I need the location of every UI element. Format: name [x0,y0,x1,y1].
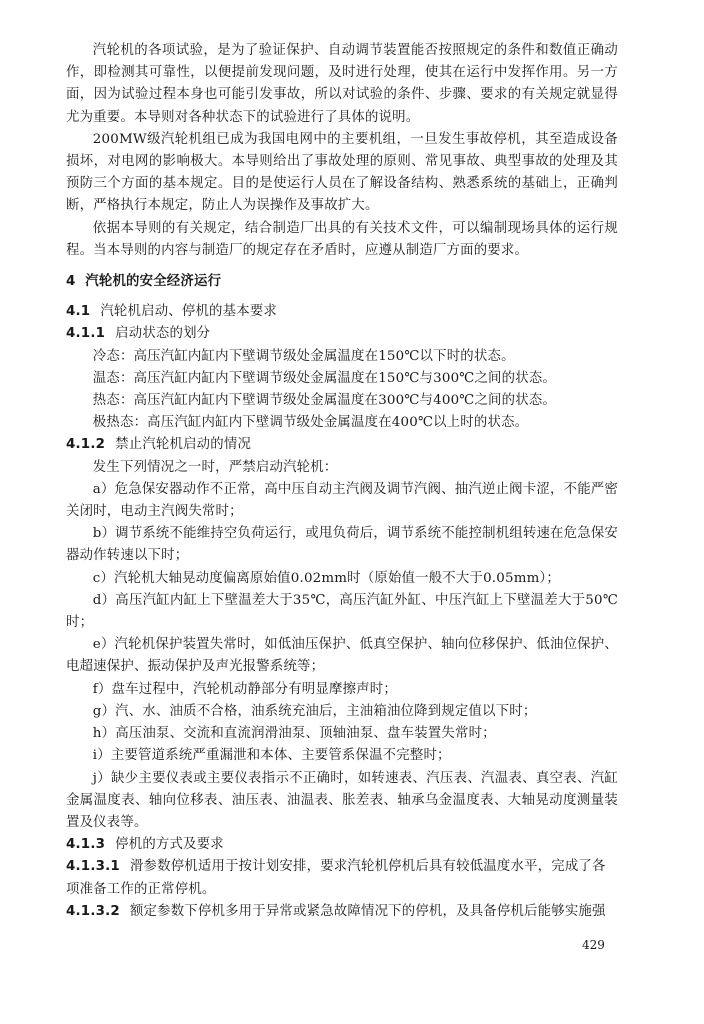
section-4-1-1-number: 4.1.1 [66,326,106,342]
prohibition-item: b）调节系统不能维持空负荷运行，或甩负荷后，调节系统不能控制机组转速在危急保安器动作转速以下时； [66,526,619,564]
section-4-1-3-1-paragraph [66,856,618,900]
section-4-1-3-number: 4.1.3 [66,837,106,853]
section-4-1-title: 汽轮机启动、停机的基本要求 [100,304,278,320]
prohibition-item: i）主要管道系统严重漏泄和本体、主要管系保温不完整时； [92,748,451,764]
section-4-1-3-1-text: 滑参数停机适用于按计划安排，要求汽轮机停机后具有较低温度水平，完成了各项准备工作的正常停机。 [66,859,606,897]
section-4-heading [66,271,618,293]
state-item: 极热态：高压汽缸内缸内下壁调节级处金属温度在400℃以上时的状态。 [92,415,529,431]
prohibition-item: f）盘车过程中，汽轮机动静部分有明显摩擦声时； [92,681,397,697]
section-4-1-3-heading [66,834,618,856]
prohibition-item: d）高压汽缸内缸上下壁温差大于35℃，高压汽缸外缸、中压汽缸上下壁温差大于50℃时； [66,592,618,631]
state-item: 冷态：高压汽缸内缸内下壁调节级处金属温度在150℃以下时的状态。 [92,348,515,364]
state-item: 温态：高压汽缸内缸内下壁调节级处金属温度在150℃与300℃之间的状态。 [92,370,557,386]
state-item: 热态：高压汽缸内缸内下壁调节级处金属温度在300℃与400℃之间的状态。 [92,393,557,409]
document-page [66,40,618,923]
intro-paragraph-3: 依据本导则的有关规定，结合制造厂出具的有关技术文件，可以编制现场具体的运行规程。当本导则的内容与制造厂的规定存在矛盾时，应遵从制造厂方面的要求。 [66,220,618,258]
section-4-1-2-number: 4.1.2 [66,437,106,453]
prohibition-item: h）高压油泵、交流和直流润滑油泵、顶轴油泵、盘车装置失常时； [92,726,496,742]
section-4-1-3-title: 停机的方式及要求 [115,837,224,853]
intro-paragraph-2: 200MW级汽轮机组已成为我国电网中的主要机组，一旦发生事故停机，其至造成设备损坏，对电网的影响极大。本导则给出了事故处理的原则、常见事故、典型事故的处理及其预防三个方面的基本规定。目的是使运行人员在了解设备结构、熟悉系统的基础上，正确判断，严格执行本规定，防止人为误操作及事故扩大。 [66,131,618,214]
section-4-1-3-2-text: 额定参数下停机多用于异常或紧急故障情况下的停机，及具备停机后能够实施强 [129,903,606,919]
prohibition-item: j）缺少主要仪表或主要仪表指示不正确时，如转速表、汽压表、汽温表、真空表、汽缸金属温度表、轴向位移表、油压表、油温表、胀差表、轴承乌金温度表、大轴晃动度测量装置及仪表等。 [66,770,618,830]
section-4-number: 4 [66,274,76,290]
section-4-1-2-title: 禁止汽轮机启动的情况 [115,437,252,453]
section-4-1-heading [66,301,618,323]
section-4-1-1-heading [66,323,618,345]
section-4-1-3-2-number: 4.1.3.2 [66,903,120,919]
section-4-1-3-1-number: 4.1.3.1 [66,859,120,875]
prohibition-item: a）危急保安器动作不正常，高中压自动主汽阀及调节汽阀、抽汽逆止阀卡涩，不能严密关闭时，电动主汽阀失常时； [66,481,618,520]
section-4-1-2-heading [66,434,618,456]
page-number: 429 [582,938,605,952]
section-4-1-3-2-paragraph [66,901,618,923]
intro-paragraph-1: 汽轮机的各项试验，是为了验证保护、自动调节装置能否按照规定的条件和数值正确动作，即检测其可靠性，以便提前发现问题，及时进行处理，使其在运行中发挥作用。另一方面，因为试验过程本身也可能引发事故，所以对试验的条件、步骤、要求的有关规定就显得尤为重要。本导则对各种状态下的试验进行了具体的说明。 [66,43,618,125]
prohibition-item: g）汽、水、油质不合格，油系统充油后，主油箱油位降到规定值以下时； [92,703,537,719]
prohibition-item: e）汽轮机保护装置失常时，如低油压保护、低真空保护、轴向位移保护、低油位保护、电超速保护、振动保护及声光报警系统等； [66,637,618,675]
section-4-1-number: 4.1 [66,304,91,320]
section-4-1-1-title: 启动状态的划分 [115,326,211,342]
section-4-1-2-lead: 发生下列情况之一时，严禁启动汽轮机： [92,459,338,475]
section-4-title: 汽轮机的安全经济运行 [85,274,222,290]
prohibition-item: c）汽轮机大轴晃动度偏离原始值0.02mm时（原始值一般不大于0.05mm）； [92,570,560,586]
